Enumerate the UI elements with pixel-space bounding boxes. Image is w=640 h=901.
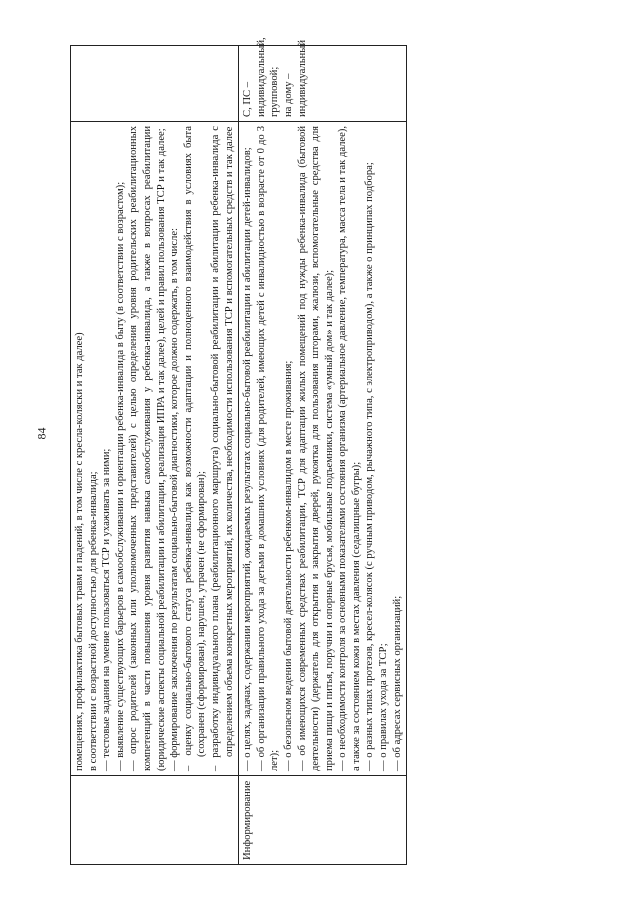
content-subline: – оценку социально-бытового статуса ребенка-инвалида как возможности адаптации и полноценного взаимодействия в условиях быта (сохранен (сформирован), нарушен, утрачен (не сформирован); bbox=[182, 126, 208, 771]
side-line: индивидуальный bbox=[296, 40, 308, 117]
page-number: 84 bbox=[34, 427, 49, 440]
content-line: — о разных типах протезов, кресел-колясок (с ручным приводом, рычажного типа, с электроприводом), а также о принципах подбора; bbox=[364, 162, 376, 771]
content-line: — об имеющихся современных средствах реабилитации, ТСР для адаптации жилых помещений под нужды ребенка-инвалида (бытовой деятельности) (держатель для открытия и закрытия дверей, рукоятка для пользования шторами, жалюзи, вспомогательные средства для приема пищи и питья, поручни и опорные брусья, мобильные подъемники, система «умный дом» и так далее); bbox=[296, 126, 335, 771]
table-row bbox=[239, 46, 407, 865]
row-label bbox=[71, 776, 239, 865]
rotated-page bbox=[70, 37, 616, 865]
row-content bbox=[239, 122, 407, 776]
content-line: — об адресах сервисных организаций; bbox=[391, 595, 403, 771]
row-label: Информирование bbox=[239, 776, 407, 865]
content-line: — о правилах ухода за ТСР; bbox=[378, 643, 390, 771]
side-line: групповой; bbox=[269, 66, 281, 117]
content-line: — об организации правильного ухода за детьми в домашних условиях (для родителей, имеющих детей с инвалидностью в возрасте от 0 до 3 лет); bbox=[255, 126, 281, 771]
table-row bbox=[71, 46, 239, 865]
content-line: — тестовые задания на умение пользоваться ТСР и ухаживать за ними; bbox=[101, 448, 113, 771]
row-side bbox=[71, 46, 239, 122]
content-line: — о безопасном ведении бытовой деятельности ребенком-инвалидом в месте проживания; bbox=[282, 360, 294, 771]
content-table bbox=[70, 37, 407, 865]
content-line: — формирование заключения по результатам социально-бытовой диагностики, которое должно содержать, в том числе: bbox=[169, 228, 181, 771]
content-subline: – разработку индивидуального плана (реабилитационного маршрута) социально-бытовой реабилитации и абилитации ребенка-инвалида с определением объема конкретных мероприятий, их количества, необходимости использования ТСР и вспомогательных средств и так далее bbox=[209, 126, 235, 771]
content-line: — опрос родителей (законных или уполномоченных представителей) с целью определения уровня родительских реабилитационных компетенций в части повышения уровня развития навыка самообслуживания у ребенка-инвалида, а также в вопросах реабилитации (юридические аспекты социальной реабилитации и абилитации, реализация ИПРА и так далее), целей и правил пользования ТСР и так далее; bbox=[128, 126, 167, 771]
row-content bbox=[71, 122, 239, 776]
side-line: индивидуальный, bbox=[255, 37, 267, 117]
content-line: — о необходимости контроля за основными показателями состояния организма (артериальное давление, температура, масса тела и так далее), а также за состоянием кожи в местах давления (седалищные бугры); bbox=[337, 126, 362, 771]
side-line: С, ПС – bbox=[242, 81, 254, 117]
content-line: в соответствии с возрастной доступностью для ребенка-инвалида; bbox=[87, 471, 99, 771]
side-line: на дому – bbox=[282, 73, 294, 117]
content-line: — о целях, задачах, содержании мероприятий, ожидаемых результатах социально-бытовой реабилитации и абилитации детей-инвалидов; bbox=[242, 147, 254, 771]
content-line: помещениях, профилактика бытовых травм и падений, в том числе с кресла-коляски и так далее) bbox=[74, 332, 85, 771]
content-line: — выявление существующих барьеров в самообслуживании и ориентации ребенка-инвалида в быту (в соответствии с возрастом); bbox=[114, 181, 126, 771]
row-side bbox=[239, 37, 407, 122]
